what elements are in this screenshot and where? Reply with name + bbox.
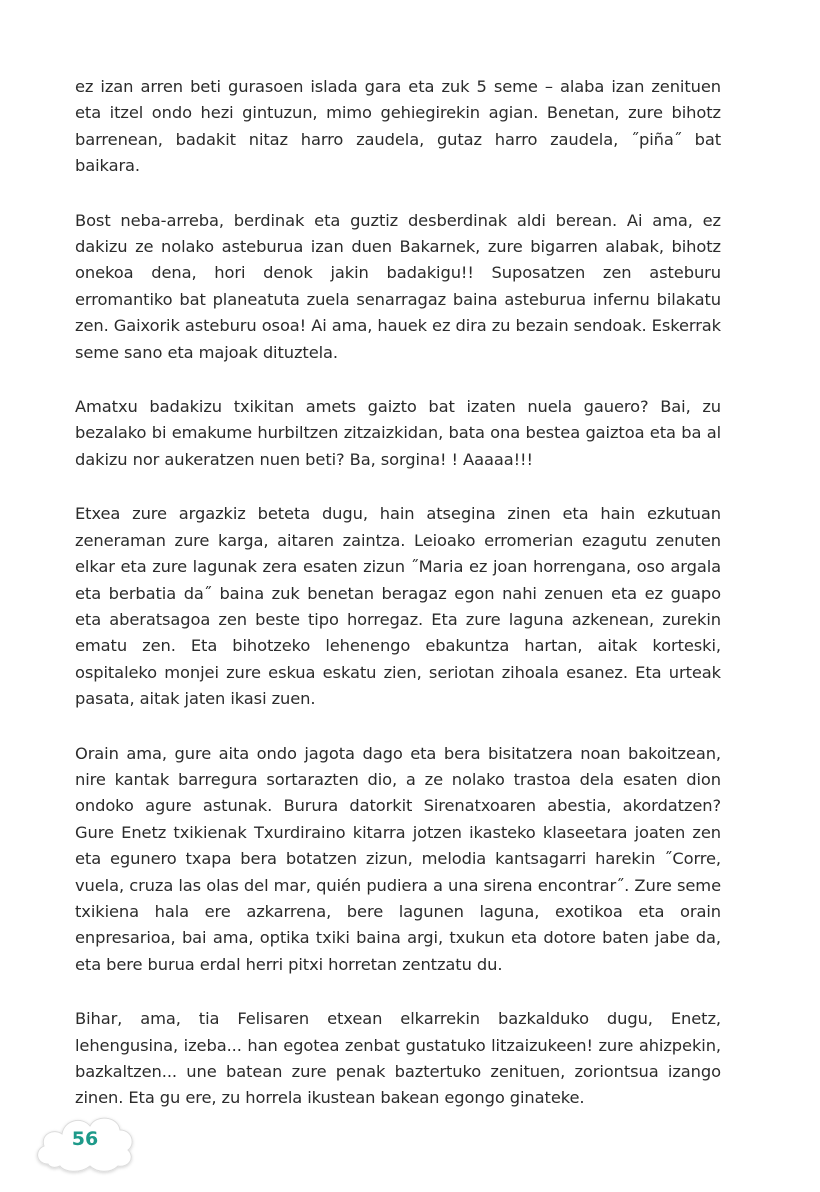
- page-number: 56: [71, 1128, 99, 1150]
- body-text: [75, 74, 721, 1112]
- paragraph-4: Etxea zure argazkiz beteta dugu, hain atsegina zinen eta hain ezkutuan zeneraman zure karga, aitaren zaintza. Leioako erromerian ezagutu zenuten elkar eta zure lagunak zera esaten zizun ˝Maria ez joan horrengana, oso argala eta berbatia da˝ baina zuk benetan beragaz egon nahi zenuen eta ez guapo eta aberatsagoa zen beste tipo horregaz. Eta zure laguna azkenean, zurekin ematu zen. Eta bihotzeko lehenengo ebakuntza hartan, aitak korteski, ospitaleko monjei zure eskua eskatu zien, seriotan zihoala esanez. Eta urteak pasata, aitak jaten ikasi zuen.: [75, 504, 721, 709]
- paragraph-6: Bihar, ama, tia Felisaren etxean elkarrekin bazkalduko dugu, Enetz, lehengusina, izeba... han egotea zenbat gustatuko litzaizukeen! zure ahizpekin, bazkaltzen... une batean zure penak baztertuko zenituen, zoriontsua izango zinen. Eta gu ere, zu horrela ikustean bakean egongo ginateke.: [75, 1009, 721, 1108]
- paragraph-1: ez izan arren beti gurasoen islada gara eta zuk 5 seme – alaba izan zenituen eta itzel ondo hezi gintuzun, mimo gehiegirekin agian. Benetan, zure bihotz barrenean, badakit nitaz harro zaudela, gutaz harro zaudela, ˝piña˝ bat baikara.: [75, 77, 721, 176]
- paragraph-5: Orain ama, gure aita ondo jagota dago eta bera bisitatzera noan bakoitzean, nire kantak barregura sortarazten dio, a ze nolako trastoa dela esaten dion ondoko agure astunak. Burura datorkit Sirenatxoaren abestia, akordatzen? Gure Enetz txikienak Txurdiraino kitarra jotzen ikasteko klaseetara joaten zen eta egunero txapa bera botatzen zizun, melodia kantsagarri harekin ˝Corre, vuela, cruza las olas del mar, quién pudiera a una sirena encontrar˝. Zure seme txikiena hala ere azkarrena, bere lagunen laguna, exotikoa eta orain enpresarioa, bai ama, optika txiki baina argi, txukun eta dotore baten jabe da, eta bere burua erdal herri pitxi horretan zentzatu du.: [75, 743, 721, 974]
- paragraph-2: Bost neba-arreba, berdinak eta guztiz desberdinak aldi berean. Ai ama, ez dakizu ze nolako asteburua izan duen Bakarnek, zure bigarren alabak, bihotz onekoa dena, hori denok jakin badakigu!! Suposatzen zen asteburu erromantiko bat planeatuta zuela senarragaz baina asteburua infernu bilakatu zen. Gaixorik asteburu osoa! Ai ama, hauek ez dira zu bezain sendoak. Eskerrak seme sano eta majoak dituztela.: [75, 210, 721, 362]
- paragraph-3: Amatxu badakizu txikitan amets gaizto bat izaten nuela gauero? Bai, zu bezalako bi emakume hurbiltzen zitzaizkidan, bata ona bestea gaiztoa eta ba al dakizu nor aukeratzen nuen beti? Ba, sorgina! ! Aaaaa!!!: [75, 397, 721, 469]
